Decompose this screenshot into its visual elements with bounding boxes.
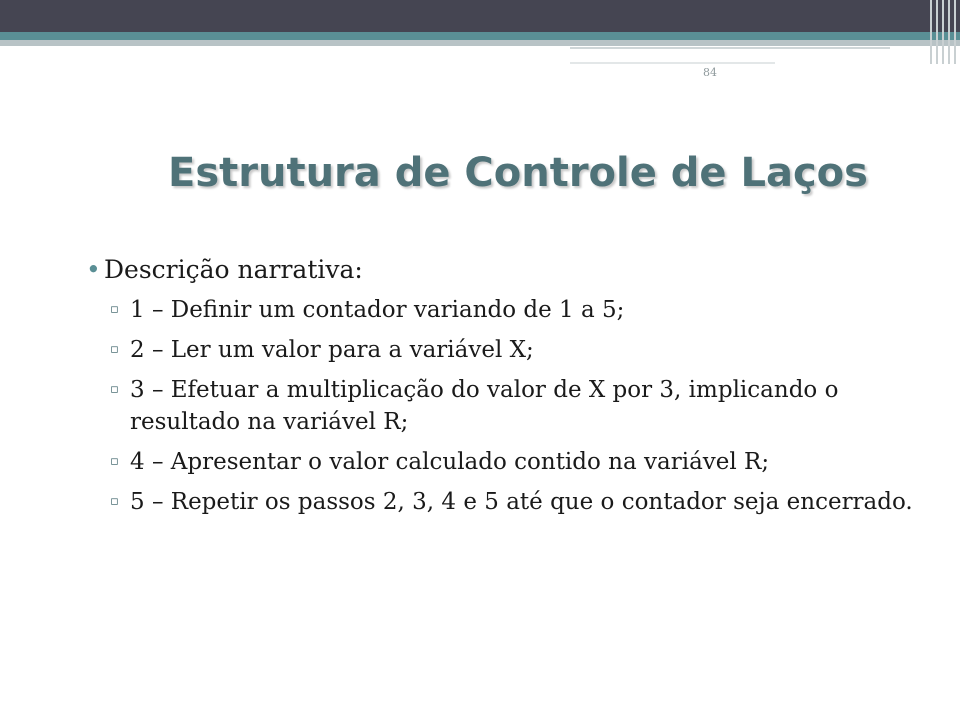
page-number: 84 [703,66,717,79]
header-bar-dark [0,0,960,32]
square-bullet-icon: ▫ [110,302,119,317]
square-bullet-icon: ▫ [110,382,119,397]
list-item [80,374,920,438]
list-item [80,446,920,478]
main-bullet-text: Descrição narrativa: [104,255,363,284]
bullet-dot-icon: • [86,255,101,284]
corner-decoration [926,0,960,64]
list-item [80,334,920,366]
list-item-text: 4 – Apresentar o valor calculado contido na variável R; [130,449,770,475]
square-bullet-icon: ▫ [110,454,119,469]
slide-title: Estrutura de Controle de Laços [168,150,868,196]
header-bar-gray [0,40,960,46]
slide-content [80,248,920,526]
square-bullet-icon: ▫ [110,342,119,357]
list-item [80,294,920,326]
header-bar-teal [0,32,960,40]
main-bullet [80,248,920,292]
list-item-text: 3 – Efetuar a multiplicação do valor de X por 3, implicando o resultado na variável R; [130,377,839,435]
sub-bullet-list [80,294,920,518]
list-item-text: 2 – Ler um valor para a variável X; [130,337,534,363]
square-bullet-icon: ▫ [110,494,119,509]
list-item [80,486,920,518]
list-item-text: 5 – Repetir os passos 2, 3, 4 e 5 até que o contador seja encerrado. [130,489,913,515]
list-item-text: 1 – Definir um contador variando de 1 a 5; [130,297,625,323]
header-divider-line [570,47,890,49]
header-divider-line-short [570,62,775,64]
